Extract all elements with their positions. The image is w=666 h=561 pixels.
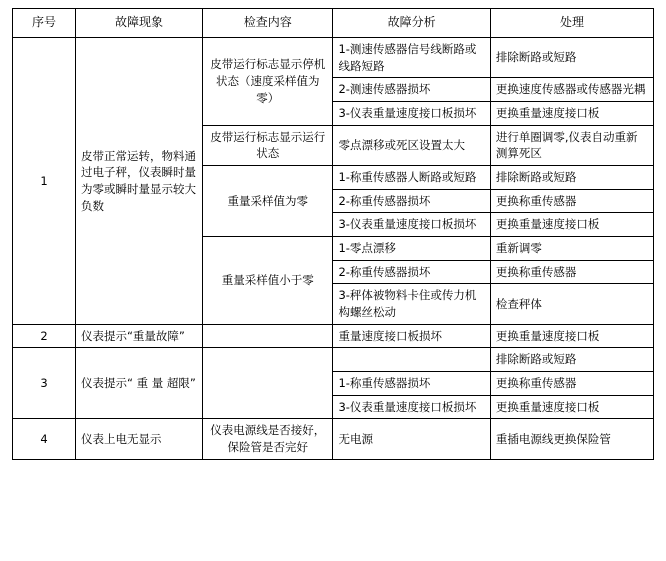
cell-fault-analysis: 零点漂移或死区设置太大 — [333, 125, 490, 165]
cell-action: 更换重量速度接口板 — [490, 102, 653, 126]
cell-check-content: 皮带运行标志显示停机状态（速度采样值为零） — [203, 38, 333, 126]
fault-diagnosis-table — [12, 8, 654, 460]
cell-action: 检查秤体 — [490, 284, 653, 324]
cell-index: 1 — [13, 38, 76, 325]
cell-index: 3 — [13, 348, 76, 419]
cell-action: 更换称重传感器 — [490, 260, 653, 284]
cell-fault-analysis — [333, 348, 490, 372]
cell-action: 更换重量速度接口板 — [490, 395, 653, 419]
cell-check-content — [203, 324, 333, 348]
cell-phenomenon: 仪表上电无显示 — [75, 419, 202, 459]
table-row — [13, 419, 654, 459]
cell-action: 排除断路或短路 — [490, 38, 653, 78]
table-row — [13, 348, 654, 372]
cell-action: 更换称重传感器 — [490, 372, 653, 396]
cell-check-content: 仪表电源线是否接好，保险管是否完好 — [203, 419, 333, 459]
cell-check-content — [203, 348, 333, 419]
cell-fault-analysis: 3-仪表重量速度接口板损坏 — [333, 213, 490, 237]
cell-phenomenon: 皮带正常运转，物料通过电子秤，仪表瞬时量为零或瞬时量显示较大负数 — [75, 38, 202, 325]
cell-fault-analysis: 2-称重传感器损坏 — [333, 260, 490, 284]
cell-action: 更换重量速度接口板 — [490, 324, 653, 348]
column-header-analysis: 故障分析 — [333, 9, 490, 38]
cell-check-content: 重量采样值小于零 — [203, 237, 333, 325]
cell-action: 更换称重传感器 — [490, 189, 653, 213]
cell-action: 重插电源线更换保险管 — [490, 419, 653, 459]
cell-phenomenon: 仪表提示“ 重 量 超限” — [75, 348, 202, 419]
cell-action: 重新调零 — [490, 237, 653, 261]
cell-fault-analysis: 1-零点漂移 — [333, 237, 490, 261]
cell-check-content: 皮带运行标志显示运行状态 — [203, 125, 333, 165]
column-header-index: 序号 — [13, 9, 76, 38]
cell-fault-analysis: 重量速度接口板损坏 — [333, 324, 490, 348]
table-row — [13, 38, 654, 78]
cell-fault-analysis: 2-测速传感器损坏 — [333, 78, 490, 102]
table-header-row — [13, 9, 654, 38]
column-header-check: 检查内容 — [203, 9, 333, 38]
cell-index: 4 — [13, 419, 76, 459]
cell-fault-analysis: 3-秤体被物料卡住或传力机构螺丝松动 — [333, 284, 490, 324]
cell-index: 2 — [13, 324, 76, 348]
cell-action: 更换重量速度接口板 — [490, 213, 653, 237]
cell-action: 更换速度传感器或传感器光耦 — [490, 78, 653, 102]
cell-phenomenon: 仪表提示“重量故障” — [75, 324, 202, 348]
cell-fault-analysis: 3-仪表重量速度接口板损坏 — [333, 102, 490, 126]
table-row — [13, 324, 654, 348]
cell-check-content: 重量采样值为零 — [203, 166, 333, 237]
cell-fault-analysis: 3-仪表重量速度接口板损坏 — [333, 395, 490, 419]
cell-action: 排除断路或短路 — [490, 166, 653, 190]
column-header-action: 处理 — [490, 9, 653, 38]
column-header-phenomenon: 故障现象 — [75, 9, 202, 38]
cell-action: 进行单圈调零,仪表自动重新测算死区 — [490, 125, 653, 165]
cell-fault-analysis: 1-测速传感器信号线断路或线路短路 — [333, 38, 490, 78]
cell-fault-analysis: 1-称重传感器人断路或短路 — [333, 166, 490, 190]
cell-action: 排除断路或短路 — [490, 348, 653, 372]
cell-fault-analysis: 1-称重传感器损坏 — [333, 372, 490, 396]
cell-fault-analysis: 2-称重传感器损坏 — [333, 189, 490, 213]
cell-fault-analysis: 无电源 — [333, 419, 490, 459]
